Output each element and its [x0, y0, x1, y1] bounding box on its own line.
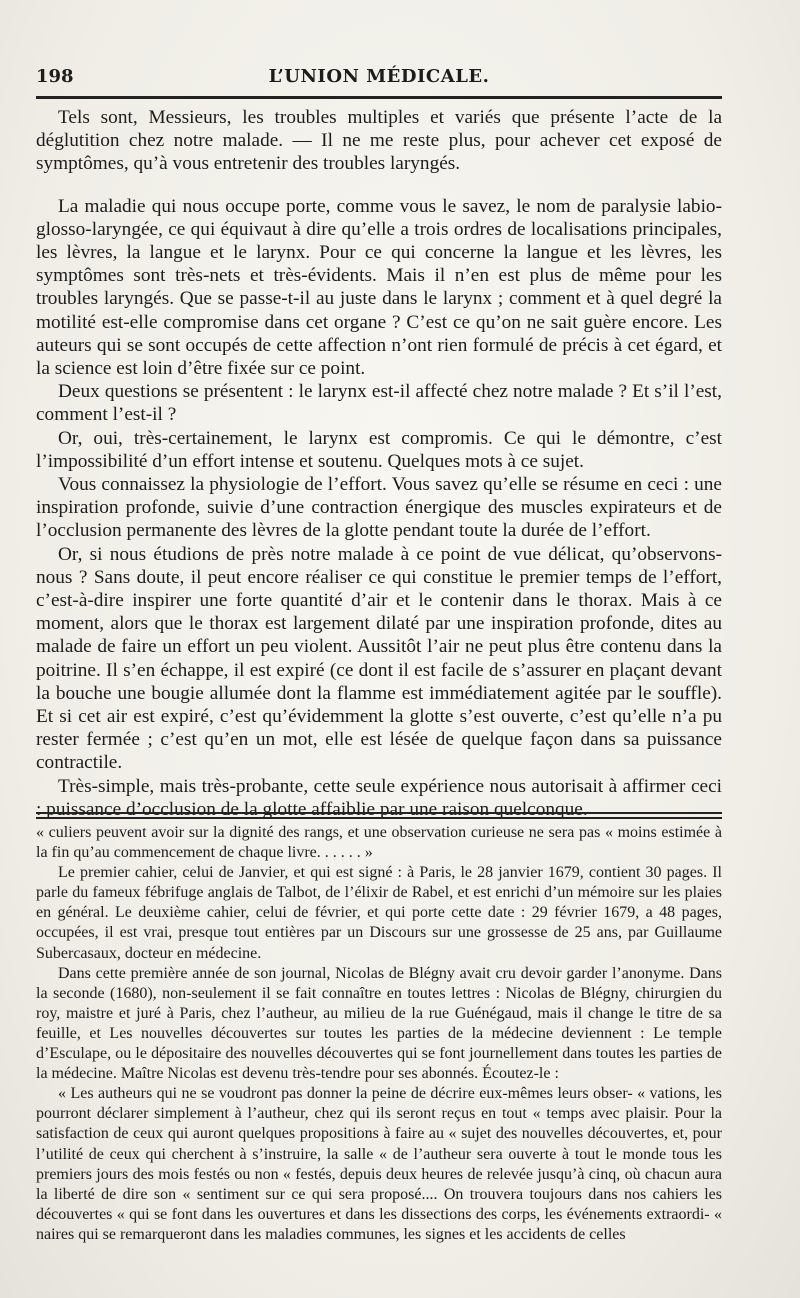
- running-title: L’UNION MÉDICALE.: [268, 66, 490, 87]
- page-number: 198: [36, 66, 74, 87]
- feuilleton-text: [36, 823, 722, 1245]
- page-header: [36, 60, 722, 92]
- body-paragraph: Très-simple, mais très-probante, cette seule expérience nous autorisait à affirmer ceci : puissance d’occlusion de la glotte affaiblie par une raison quelconque.: [36, 775, 722, 820]
- note-paragraph: « Les autheurs qui ne se voudront pas donner la peine de décrire eux-mêmes leurs obser- « vations, les pourront déclarer simplement à l’autheur, chez qui ils seront reçus en tout « temps avec plaisir. Pour la satisfaction de ceux qui auront quelques propositions à faire au « sujet des nouvelles découvertes, et, pour l’utilité de ceux qui cherchent à s’instruire, la salle « de l’autheur sera ouverte à tout le monde tous les premiers jours des mois festés ou non « festés, depuis deux heures de relevée jusqu’à cinq, où chacun aura la liberté de dire son « sentiment sur ce qui sera proposé.... On trouvera toujours dans nos cahiers les découvertes « qui se font dans les ouvertures et dans les dissections des corps, les événements extraordi- « naires qui se remarqueront dans les maladies communes, les signes et les accidents de celles: [36, 1085, 722, 1243]
- body-paragraph: Deux questions se présentent : le larynx est-il affecté chez notre malade ? Et s’il l’est, comment l’est-il ?: [36, 381, 722, 426]
- body-paragraph: Vous connaissez la physiologie de l’effort. Vous savez qu’elle se résume en ceci : une inspiration profonde, suivie d’une contraction énergique des muscles expirateurs et de l’occlusion permanente des lèvres de la glotte pendant toute la durée de l’effort.: [36, 474, 722, 542]
- main-text: [36, 106, 722, 821]
- feuilleton-separator: [36, 812, 722, 819]
- body-paragraph: Tels sont, Messieurs, les troubles multiples et variés que présente l’acte de la déglutition chez notre malade. — Il ne me reste plus, pour achever cet exposé de symptômes, qu’à vous entretenir des troubles laryngés.: [36, 107, 722, 175]
- note-paragraph: Dans cette première année de son journal, Nicolas de Blégny avait cru devoir garder l’anonyme. Dans la seconde (1680), non-seulement il se fait connaître en toutes lettres : Nicolas de Blégny, chirurgien du roy, maistre et juré à Paris, chez l’autheur, au milieu de la rue Guénégaud, mais il change le titre de sa feuille, et Les nouvelles découvertes sur toutes les parties de la médecine deviennent : Le temple d’Esculape, ou le dépositaire des nouvelles découvertes qui se font journellement dans toutes les parties de la médecine. Maître Nicolas est devenu très-tendre pour ses abonnés. Écoutez-le :: [36, 964, 722, 1083]
- note-paragraph: Le premier cahier, celui de Janvier, et qui est signé : à Paris, le 28 janvier 1679, contient 30 pages. Il parle du fameux fébrifuge anglais de Talbot, de l’élixir de Rabel, et est enrichi d’un mémoire sur les plaies en général. Le deuxième cahier, celui de février, et qui porte cette date : 29 février 1679, a 48 pages, occupées, il est vrai, presque tout entières par un Discours sur une grossesse de 25 ans, par Guillaume Subercasaux, docteur en médecine.: [36, 864, 722, 962]
- header-rule: [36, 96, 722, 99]
- body-paragraph: Or, oui, très-certainement, le larynx est compromis. Ce qui le démontre, c’est l’impossibilité d’un effort intense et soutenu. Quelques mots à ce sujet.: [36, 427, 722, 472]
- body-paragraph: La maladie qui nous occupe porte, comme vous le savez, le nom de paralysie labio-glosso-laryngée, ce qui équivaut à dire qu’elle a trois ordres de localisations principales, les lèvres, la langue et le larynx. Pour ce qui concerne la langue et les lèvres, les symptômes sont très-nets et très-évidents. Mais il n’en est plus de même pour les troubles laryngés. Que se passe-t-il au juste dans le larynx ; comment et à quel degré la motilité est-elle compromise dans cet organe ? C’est ce qu’on ne sait guère encore. Les auteurs qui se sont occupés de cette affection n’ont rien formulé de précis à cet égard, et la science est loin d’être fixée sur ce point.: [36, 195, 722, 380]
- body-paragraph: Or, si nous étudions de près notre malade à ce point de vue délicat, qu’observons-nous ? Sans doute, il peut encore réaliser ce qui constitue le premier temps de l’effort, c’est-à-dire inspirer une forte quantité d’air et le contenir dans le thorax. Mais à ce moment, alors que le thorax est largement dilaté par une inspiration profonde, dites au malade de faire un effort un peu violent. Aussitôt l’air ne peut plus être contenu dans la poitrine. Il s’en échappe, il est expiré (ce dont il est facile de s’assurer en plaçant devant la bouche une bougie allumée dont la flamme est immédiatement agitée par le souffle). Et si cet air est expiré, c’est qu’évidemment la glotte s’est ouverte, c’est qu’elle n’a pu rester fermée ; c’est qu’en un mot, elle est lésée de quelque façon dans sa puissance contractile.: [36, 543, 722, 774]
- note-paragraph: « culiers peuvent avoir sur la dignité des rangs, et une observation curieuse ne sera pas « moins estimée à la fin qu’au commencement de chaque livre. . . . . . »: [36, 824, 722, 862]
